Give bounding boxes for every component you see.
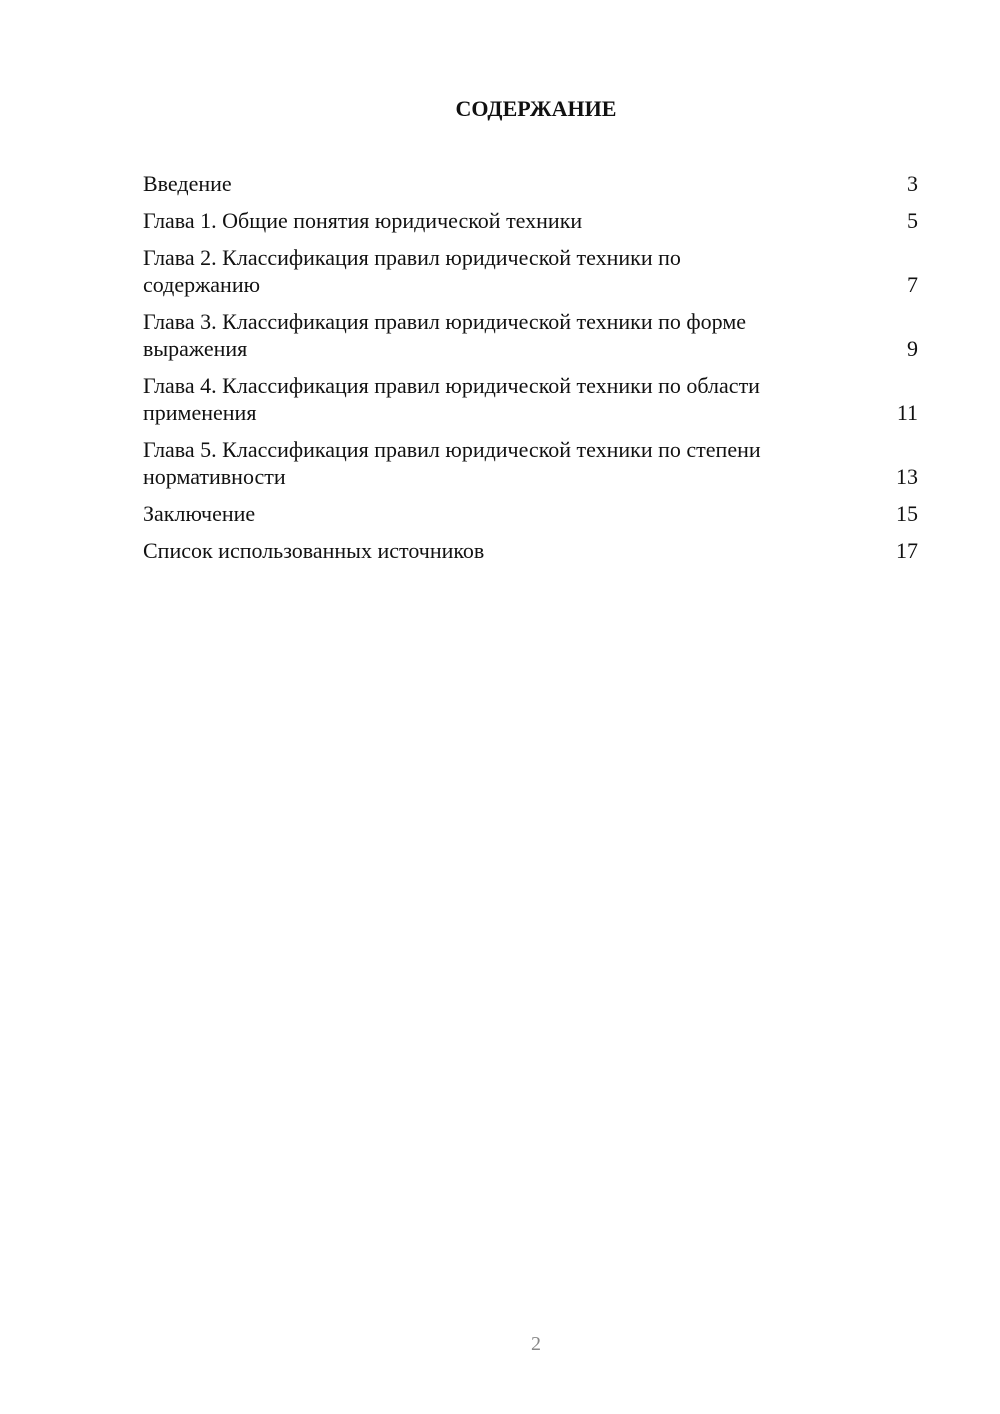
toc-entry-label: Заключение [143, 501, 256, 526]
toc-entry-page: 17 [896, 538, 918, 563]
toc-entry [143, 372, 918, 426]
toc-entry [143, 170, 918, 197]
toc-entry [143, 500, 918, 527]
toc-entry-page: 15 [896, 501, 918, 526]
toc-entry-label: Глава 2. Классификация правил юридической техники по содержанию [143, 245, 681, 297]
toc-entry-label: Глава 3. Классификация правил юридической техники по форме выражения [143, 309, 747, 361]
toc-entry-label: Список использованных источников [143, 538, 485, 563]
toc-entry-page: 13 [896, 464, 918, 489]
toc-entry-label: Введение [143, 171, 232, 196]
page-title: СОДЕРЖАНИЕ [455, 96, 617, 121]
table-of-contents [143, 170, 918, 574]
toc-entry-page: 5 [907, 208, 918, 233]
toc-entry-label: Глава 5. Классификация правил юридической техники по степени нормативности [143, 437, 761, 489]
toc-entry [143, 436, 918, 490]
toc-entry-label: Глава 4. Классификация правил юридической техники по области применения [143, 373, 760, 425]
toc-entry-page: 9 [907, 336, 918, 361]
toc-entry-page: 7 [907, 272, 918, 297]
toc-entry [143, 244, 918, 298]
page-number: 2 [531, 1333, 541, 1355]
toc-entry-label: Глава 1. Общие понятия юридической техники [143, 208, 583, 233]
toc-entry [143, 537, 918, 564]
toc-entry [143, 207, 918, 234]
toc-entry-page: 11 [896, 400, 918, 425]
toc-entry [143, 308, 918, 362]
toc-entry-page: 3 [907, 171, 918, 196]
